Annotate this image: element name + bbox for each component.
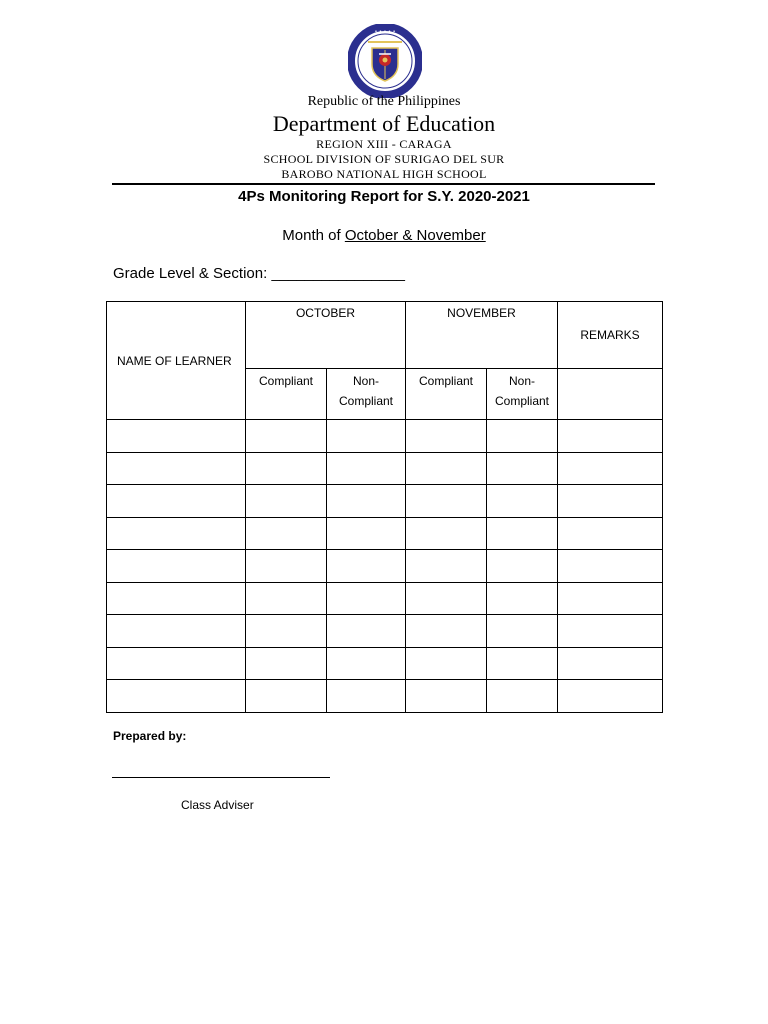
remarks-header: REMARKS xyxy=(558,302,663,369)
remarks-subheader-blank xyxy=(558,369,663,420)
table-cell[interactable] xyxy=(487,420,558,453)
table-cell[interactable] xyxy=(406,582,487,615)
table-cell[interactable] xyxy=(327,680,406,713)
table-cell[interactable] xyxy=(487,452,558,485)
table-cell[interactable] xyxy=(406,680,487,713)
november-noncompliant-header xyxy=(487,369,558,420)
table-row xyxy=(107,582,663,615)
october-noncompliant-header xyxy=(327,369,406,420)
grade-section-label: Grade Level & Section: xyxy=(113,265,272,282)
october-compliant-header: Compliant xyxy=(246,369,327,420)
remarks-cell[interactable] xyxy=(558,420,663,453)
table-cell[interactable] xyxy=(246,517,327,550)
month-line xyxy=(0,227,768,244)
learner-name-cell[interactable] xyxy=(107,485,246,518)
learner-name-cell[interactable] xyxy=(107,582,246,615)
noncompliant-line2: Compliant xyxy=(494,394,550,408)
grade-section-blank: ________________ xyxy=(271,265,405,282)
table-cell[interactable] xyxy=(246,420,327,453)
table-row xyxy=(107,517,663,550)
table-cell[interactable] xyxy=(327,485,406,518)
table-cell[interactable] xyxy=(487,680,558,713)
learner-name-cell[interactable] xyxy=(107,647,246,680)
table-cell[interactable] xyxy=(487,615,558,648)
learner-name-cell[interactable] xyxy=(107,615,246,648)
table-row xyxy=(107,485,663,518)
table-cell[interactable] xyxy=(406,550,487,583)
deped-seal xyxy=(348,24,422,98)
header-divider xyxy=(112,183,655,185)
school-label: BAROBO NATIONAL HIGH SCHOOL xyxy=(281,167,487,181)
noncompliant-line1: Non- xyxy=(352,374,379,388)
table-cell[interactable] xyxy=(246,647,327,680)
table-cell[interactable] xyxy=(246,615,327,648)
table-cell[interactable] xyxy=(487,647,558,680)
month-value: October & November xyxy=(344,227,486,244)
learner-name-cell[interactable] xyxy=(107,680,246,713)
class-adviser-label: Class Adviser xyxy=(181,798,254,812)
table-cell[interactable] xyxy=(327,517,406,550)
table-cell[interactable] xyxy=(246,550,327,583)
table-cell[interactable] xyxy=(406,647,487,680)
learner-name-cell[interactable] xyxy=(107,420,246,453)
noncompliant-line2: Compliant xyxy=(338,394,394,408)
table-cell[interactable] xyxy=(406,615,487,648)
region-label: REGION XIII - CARAGA xyxy=(316,137,452,151)
table-cell[interactable] xyxy=(327,550,406,583)
table-cell[interactable] xyxy=(327,582,406,615)
table-cell[interactable] xyxy=(246,680,327,713)
learner-name-cell[interactable] xyxy=(107,550,246,583)
table-row xyxy=(107,550,663,583)
report-title: 4Ps Monitoring Report for S.Y. 2020-2021 xyxy=(238,188,530,205)
table-row xyxy=(107,680,663,713)
table-row xyxy=(107,420,663,453)
table-cell[interactable] xyxy=(327,615,406,648)
table-cell[interactable] xyxy=(406,420,487,453)
november-compliant-header: Compliant xyxy=(406,369,487,420)
table-cell[interactable] xyxy=(406,485,487,518)
table-cell[interactable] xyxy=(406,517,487,550)
remarks-cell[interactable] xyxy=(558,485,663,518)
learner-name-cell[interactable] xyxy=(107,452,246,485)
learner-name-cell[interactable] xyxy=(107,517,246,550)
table-cell[interactable] xyxy=(327,420,406,453)
deped-seal-icon xyxy=(348,24,422,98)
table-cell[interactable] xyxy=(246,485,327,518)
remarks-cell[interactable] xyxy=(558,615,663,648)
remarks-cell[interactable] xyxy=(558,680,663,713)
prepared-by-label: Prepared by: xyxy=(113,729,187,743)
name-of-learner-header: NAME OF LEARNER xyxy=(107,302,246,420)
october-header: OCTOBER xyxy=(246,302,406,369)
signature-line xyxy=(112,777,330,778)
table-cell[interactable] xyxy=(487,582,558,615)
remarks-cell[interactable] xyxy=(558,517,663,550)
grade-section-line xyxy=(113,265,405,282)
table-row xyxy=(107,452,663,485)
table-cell[interactable] xyxy=(406,452,487,485)
remarks-cell[interactable] xyxy=(558,647,663,680)
table-cell[interactable] xyxy=(327,647,406,680)
remarks-cell[interactable] xyxy=(558,452,663,485)
remarks-cell[interactable] xyxy=(558,550,663,583)
table-cell[interactable] xyxy=(487,517,558,550)
noncompliant-line1: Non- xyxy=(508,374,535,388)
svg-text:• • • • •: • • • • • xyxy=(374,29,396,35)
table-header-row xyxy=(107,302,663,369)
republic-label: Republic of the Philippines xyxy=(307,94,461,109)
table-cell[interactable] xyxy=(246,452,327,485)
table-row xyxy=(107,615,663,648)
table-cell[interactable] xyxy=(487,550,558,583)
remarks-cell[interactable] xyxy=(558,582,663,615)
table-cell[interactable] xyxy=(246,582,327,615)
division-label: SCHOOL DIVISION OF SURIGAO DEL SUR xyxy=(263,152,505,166)
table-cell[interactable] xyxy=(487,485,558,518)
table-cell[interactable] xyxy=(327,452,406,485)
november-header: NOVEMBER xyxy=(406,302,558,369)
table-row xyxy=(107,647,663,680)
monitoring-table xyxy=(106,301,663,713)
department-title: Department of Education xyxy=(272,111,496,136)
month-prefix: Month of xyxy=(282,227,345,244)
